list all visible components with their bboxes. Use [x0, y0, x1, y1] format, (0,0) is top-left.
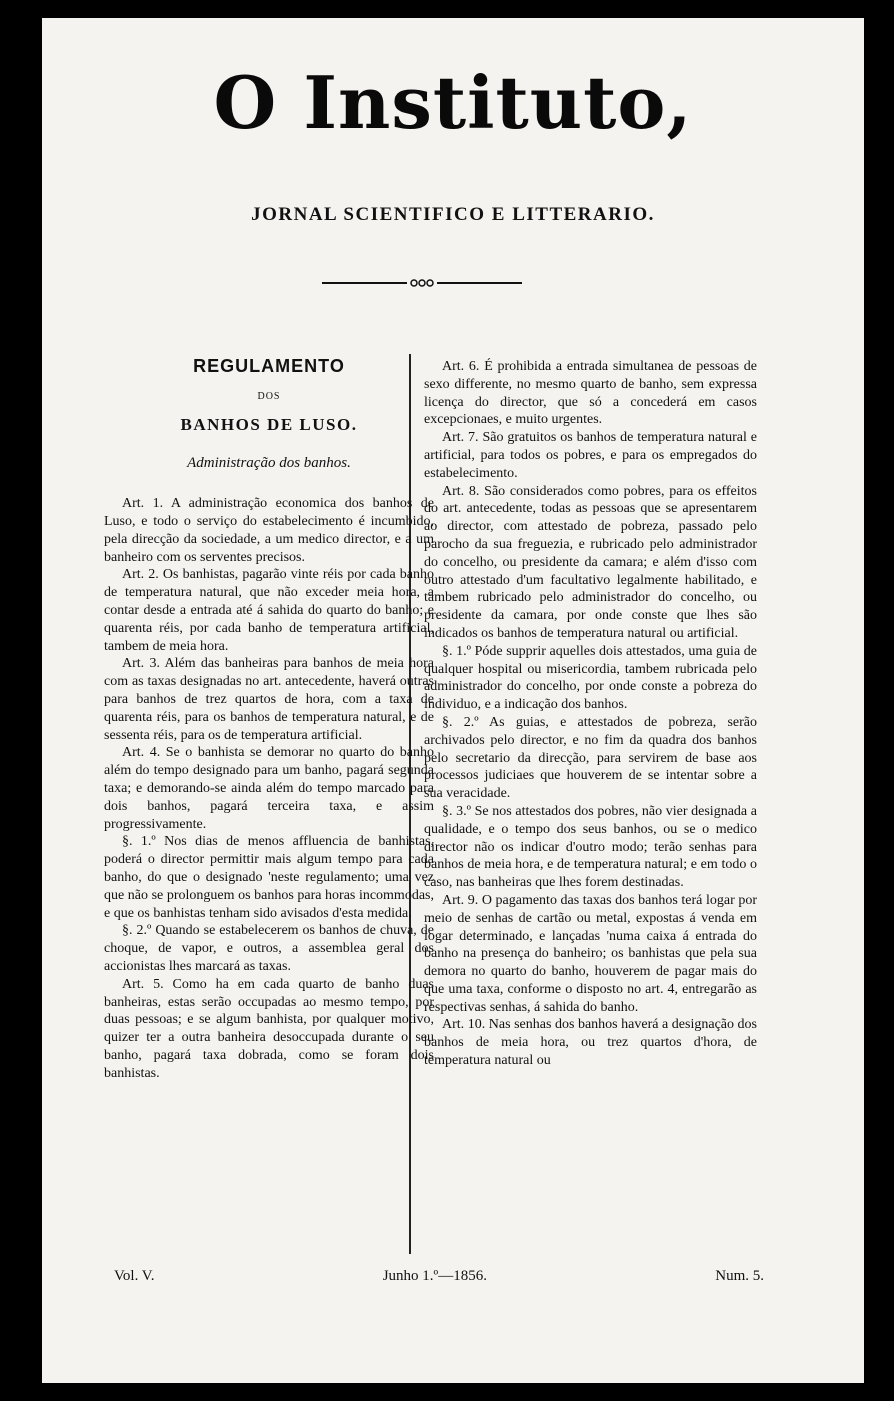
- paragraph: §. 3.º Se nos attestados dos pobres, não vier designada a qualidade, e o tempo dos seus banhos, ou se o medico director não os indicar d'outro modo; terão senhas para banhos de meia hora, e de temperatura natural; e em todo o caso, nas banheiras que lhes forem destinadas.: [424, 803, 757, 891]
- masthead-title: O Instituto,: [213, 60, 693, 145]
- paragraph: Art. 8. São considerados como pobres, para os effeitos do art. antecedente, todas as pessoas que se apresentarem ao director, com attestado de pobreza, passado pelo parocho da sua freguezia, e rubricado pelo administrador do concelho, ou presidente da camara; e além d'isso com outro attestado d'um facultativo legalmente habilitado, e tambem rubricado pelo administrador do concelho, ou presidente da camara, por onde conste que lhes são indicados os banhos de temperatura natural ou artificial.: [424, 483, 757, 641]
- paragraph: Art. 7. São gratuitos os banhos de temperatura natural e artificial, para todos os pobres, e para os empregados do estabelecimento.: [424, 430, 757, 481]
- journal-page: [42, 18, 864, 1383]
- article-dos: DOS: [257, 390, 281, 402]
- paragraph: §. 2.º As guias, e attestados de pobreza, serão archivados pelo director, e no fim da quadra dos banhos pelo secretario da direcção, para servirem de base aos processos judiciaes que houverem de se intentar sobre a sua veracidade.: [424, 714, 757, 802]
- paragraph: Art. 5. Como ha em cada quarto de banho duas banheiras, estas serão occupadas ao mesmo tempo, por duas pessoas; e se algum banhista, por qualquer motivo, quizer ter a outra banheira desoccupada durante o seu banho, pagará taxa dobrada, como se foram dois banhistas.: [104, 976, 434, 1081]
- paragraph: Art. 10. Nas senhas dos banhos haverá a designação dos banhos de meia hora, ou trez quartos d'hora, de temperatura natural ou: [424, 1017, 757, 1069]
- left-column: [104, 358, 434, 1082]
- paragraph: Art. 9. O pagamento das taxas dos banhos terá logar por meio de senhas de cartão ou metal, expostas á venda em logar determinado, e lançadas 'numa caixa á entrada do banho na presença do banheiro; os banhistas que pela sua demora no quarto do banho, houverem de pagar mais do que uma taxa, conforme o disposto no art. 4, entregarão as respectivas senhas, á sahida do banho.: [424, 892, 757, 1015]
- footer-date: Junho 1.º—1856.: [382, 1268, 487, 1284]
- footer-volume: Vol. V.: [114, 1268, 155, 1284]
- article-subject: BANHOS DE LUSO.: [180, 414, 358, 434]
- paragraph: §. 2.º Quando se estabelecerem os banhos de chuva, de choque, de vapor, e outros, a assemblea geral dos accionistas lhes marcará as taxas.: [104, 923, 434, 974]
- right-column: [424, 358, 757, 1070]
- paragraph: §. 1.º Póde supprir aquelles dois attestados, uma guia de qualquer hospital ou misericordia, tambem rubricada pelo administrador do concelho, por onde conste a pobreza do individuo, e a indicação dos banhos.: [424, 643, 757, 713]
- ornament-divider: [322, 278, 522, 288]
- journal-subtitle: JORNAL SCIENTIFICO E LITTERARIO.: [251, 204, 655, 225]
- paragraph: Art. 6. É prohibida a entrada simultanea de pessoas de sexo differente, no mesmo quarto de banho, sem expressa licença do director, que só a concederá em casos excepcionaes, e muito urgentes.: [424, 359, 757, 428]
- page-footer: [114, 1268, 764, 1285]
- footer-number: Num. 5.: [715, 1268, 764, 1284]
- paragraph: Art. 3. Além das banheiras para banhos de meia hora com as taxas designadas no art. antecedente, haverá outras para banhos de trez quartos de hora, com a taxa de quarenta réis, para os banhos de temperatura natural, e de sessenta réis, para os de temperatura artificial.: [104, 656, 434, 743]
- paragraph: Art. 4. Se o banhista se demorar no quarto do banho além do tempo designado para um banho, pagará segunda taxa; e demorando-se ainda além do tempo marcado para dois banhos, pagará terceira taxa, e assim progressivamente.: [104, 745, 434, 832]
- paragraph: Art. 2. Os banhistas, pagarão vinte réis por cada banho de temperatura natural, que não exceder meia hora, a contar desde a entrada até á sahida do quarto do banho; e quarenta réis, por cada banho de temperatura artificial, tambem de meia hora.: [104, 567, 434, 654]
- article-title: REGULAMENTO: [193, 356, 345, 376]
- section-heading: Administração dos banhos.: [187, 455, 351, 472]
- paragraph: Art. 1. A administração economica dos banhos de Luso, e todo o serviço do estabelecimento é incumbido, pela direcção da sociedade, a um medico director, e a um banheiro com os serventes precisos.: [104, 496, 434, 565]
- paragraph: §. 1.º Nos dias de menos affluencia de banhistas, poderá o director permittir mais algum tempo para cada banho, do que o designado 'neste regulamento; uma vez que não se prolonguem os banhos para horas incommodas, e que os banhistas tenham sido avisados d'esta medida.: [104, 834, 434, 921]
